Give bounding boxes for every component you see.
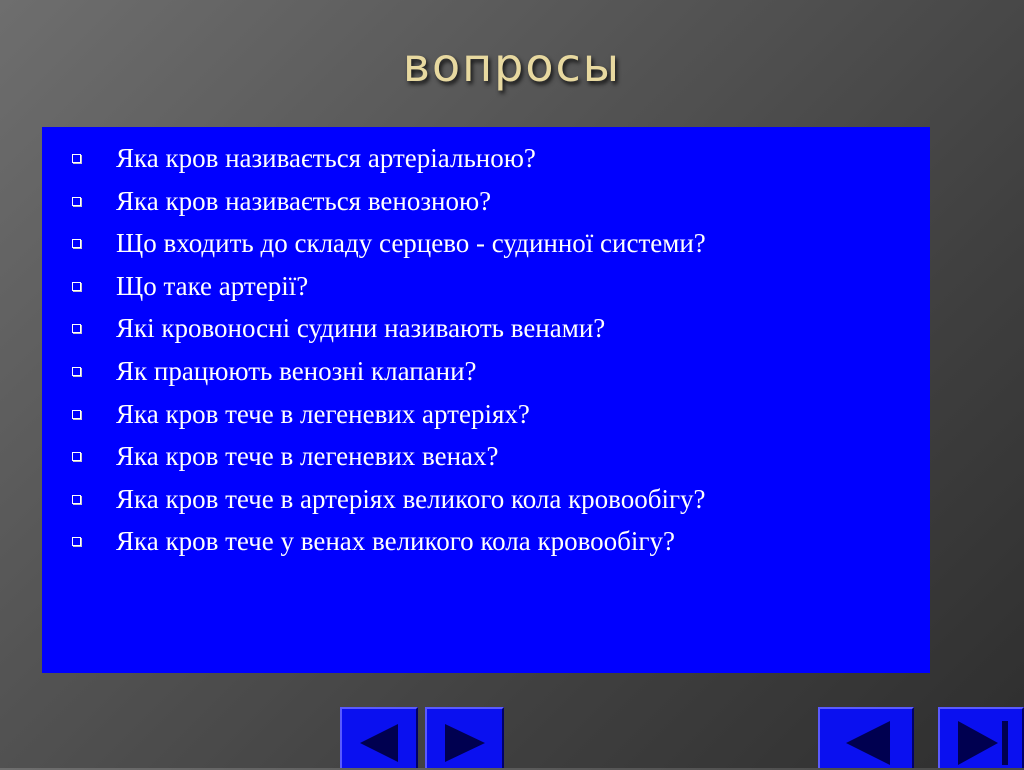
questions-list [42,127,930,563]
triangle-left-icon [820,709,916,770]
square-bullet-icon [72,154,81,163]
question-text: Яка кров називається венозною? [116,185,492,216]
triangle-right-icon [427,709,506,770]
list-item [42,180,930,223]
question-text: Як працюють венозні клапани? [116,355,477,386]
list-item [42,350,930,393]
list-item [42,222,930,265]
questions-panel [42,127,930,673]
list-item [42,435,930,478]
list-item [42,393,930,436]
list-item [42,478,930,521]
triangle-left-icon [342,709,420,770]
square-bullet-icon [72,367,81,376]
previous-button[interactable] [340,707,418,768]
square-bullet-icon [72,282,81,291]
question-text: Яка кров називається артеріальною? [116,143,536,173]
question-text: Яка кров тече в легеневих артеріях? [116,398,530,429]
question-text: Які кровоносні судини називають венами? [116,313,606,344]
next-button[interactable] [425,707,504,768]
question-text: Яка кров тече в артеріях великого кола кровообігу? [116,483,706,514]
list-item [42,265,930,308]
square-bullet-icon [72,324,81,333]
question-text: Яка кров тече в легеневих венах? [116,441,499,472]
back-button[interactable] [818,707,914,768]
square-bullet-icon [72,452,81,461]
list-item [42,307,930,350]
list-item [42,520,930,563]
square-bullet-icon [72,410,81,419]
square-bullet-icon [72,197,81,206]
square-bullet-icon [72,239,81,248]
list-item [42,137,930,180]
skip-to-end-icon [940,709,1024,770]
square-bullet-icon [72,495,81,504]
question-text: Яка кров тече у венах великого кола кровообігу? [116,526,675,557]
question-text: Що входить до складу серцево - судинної системи? [116,228,706,259]
square-bullet-icon [72,537,81,546]
slide-title: вопросы [402,38,622,92]
question-text: Що таке артерії? [116,270,309,301]
end-button[interactable] [938,707,1024,768]
